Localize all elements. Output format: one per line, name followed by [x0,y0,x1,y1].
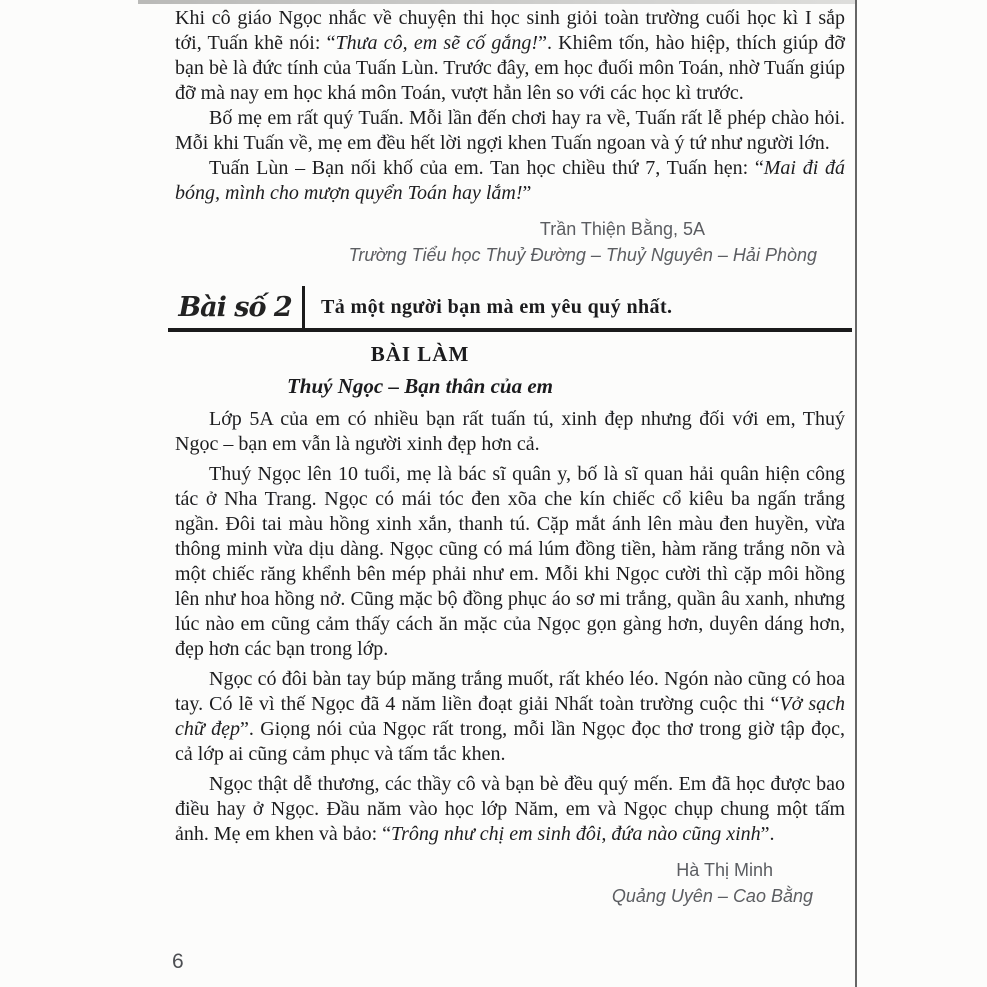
signature-block [175,216,845,268]
author-place: Quảng Uyên – Cao Bằng [611,886,813,906]
quoted-title: Vở sạch chữ đẹp [175,693,845,740]
essay-1 [175,6,845,268]
paragraph [175,6,845,106]
paragraph: Lớp 5A của em có nhiều bạn rất tuấn tú, xinh đẹp nhưng đối với em, Thuý Ngọc – bạn em vẫn là người xinh đẹp hơn cả. [175,408,845,455]
paragraph: Bố mẹ em rất quý Tuấn. Mỗi lần đến chơi hay ra về, Tuấn rất lễ phép chào hỏi. Mỗi khi Tuấn về, mẹ em đều hết lời ngợi khen Tuấn ngoan và ý tứ như người lớn. [175,107,845,154]
text-segment: ”. Khiêm tốn, hào hiệp, thích giúp đỡ bạn bè là đức tính của Tuấn Lùn. Trước đây, em học đuối môn Toán, nhờ Tuấn giúp đỡ mà nay em học khá môn Toán, vượt hẳn lên so với các học kì trước. [175,32,845,104]
author-school: Trường Tiểu học Thuỷ Đường – Thuỷ Nguyên – Hải Phòng [348,245,817,265]
scan-edge-right [855,0,857,987]
assignment-number-label: Bài số 2 [178,291,292,323]
author-name: Hà Thị Minh [676,860,773,880]
text-segment: Khi cô giáo Ngọc nhắc về chuyện thi học sinh giỏi toàn trường cuối học kì I sắp tới, Tuấn khẽ nói: “ [175,7,845,54]
text-segment: Ngọc có đôi bàn tay búp măng trắng muốt, rất khéo léo. Ngón nào cũng có hoa tay. Có lẽ vì thế Ngọc đã 4 năm liền đoạt giải Nhất toàn trường cuộc thi “ [175,668,845,715]
signature-block [175,857,845,909]
paragraph: Thuý Ngọc lên 10 tuổi, mẹ là bác sĩ quân y, bố là sĩ quan hải quân hiện công tác ở Nha Trang. Ngọc có mái tóc đen xõa che kín chiếc cổ kiêu ba ngấn trắng ngần. Đôi tai màu hồng xinh xắn, thanh tú. Cặp mắt ánh lên màu đen huyền, vừa thông minh vừa dịu dàng. Ngọc cũng có má lúm đồng tiền, hàm răng trắng nõn và một chiếc răng khểnh bên mép phải như em. Mỗi khi Ngọc cười thì cặp môi hồng lên như hoa hồng nở. Cũng mặc bộ đồng phục áo sơ mi trắng, quần âu xanh, nhưng lúc nào em cũng cảm thấy cách ăn mặc của Ngọc gọn gàng hơn, duyên dáng hơn, đẹp hơn các bạn trong lớp. [175,463,845,660]
page-content [175,6,845,909]
quoted-speech: Mai đi đá bóng, mình cho mượn quyển Toán hay lắm! [175,157,845,204]
text-segment: Tuấn Lùn – Bạn nối khố của em. Tan học chiều thứ 7, Tuấn hẹn: “ [209,157,764,179]
paragraph [175,772,845,847]
text-segment: Ngọc thật dễ thương, các thầy cô và bạn bè đều quý mến. Em đã học được bao điều hay ở Ngọc. Đầu năm vào học lớp Năm, em và Ngọc chụp chung một tấm ảnh. Mẹ em khen và bảo: “ [175,773,845,845]
paragraph [175,667,845,767]
essay-subtitle: Thuý Ngọc – Bạn thân của em [286,374,554,398]
quoted-speech: Thưa cô, em sẽ cố gắng! [335,32,539,54]
text-segment: ”. Giọng nói của Ngọc rất trong, mỗi lần Ngọc đọc thơ trong giờ tập đọc, cả lớp ai cũng cảm phục và tấm tắc khen. [175,718,845,765]
page-number: 6 [172,950,184,973]
scan-edge-top [138,0,856,4]
essay-2 [175,342,845,909]
assignment-header [168,286,852,332]
essay-heading: BÀI LÀM [370,342,470,366]
author-name: Trần Thiện Bằng, 5A [539,219,705,239]
paragraph [175,156,845,206]
text-segment: ”. [760,823,775,845]
text-segment: ” [522,182,532,204]
assignment-title: Tả một người bạn mà em yêu quý nhất. [321,295,673,318]
quoted-speech: Trông như chị em sinh đôi, đứa nào cũng xinh [391,823,761,845]
